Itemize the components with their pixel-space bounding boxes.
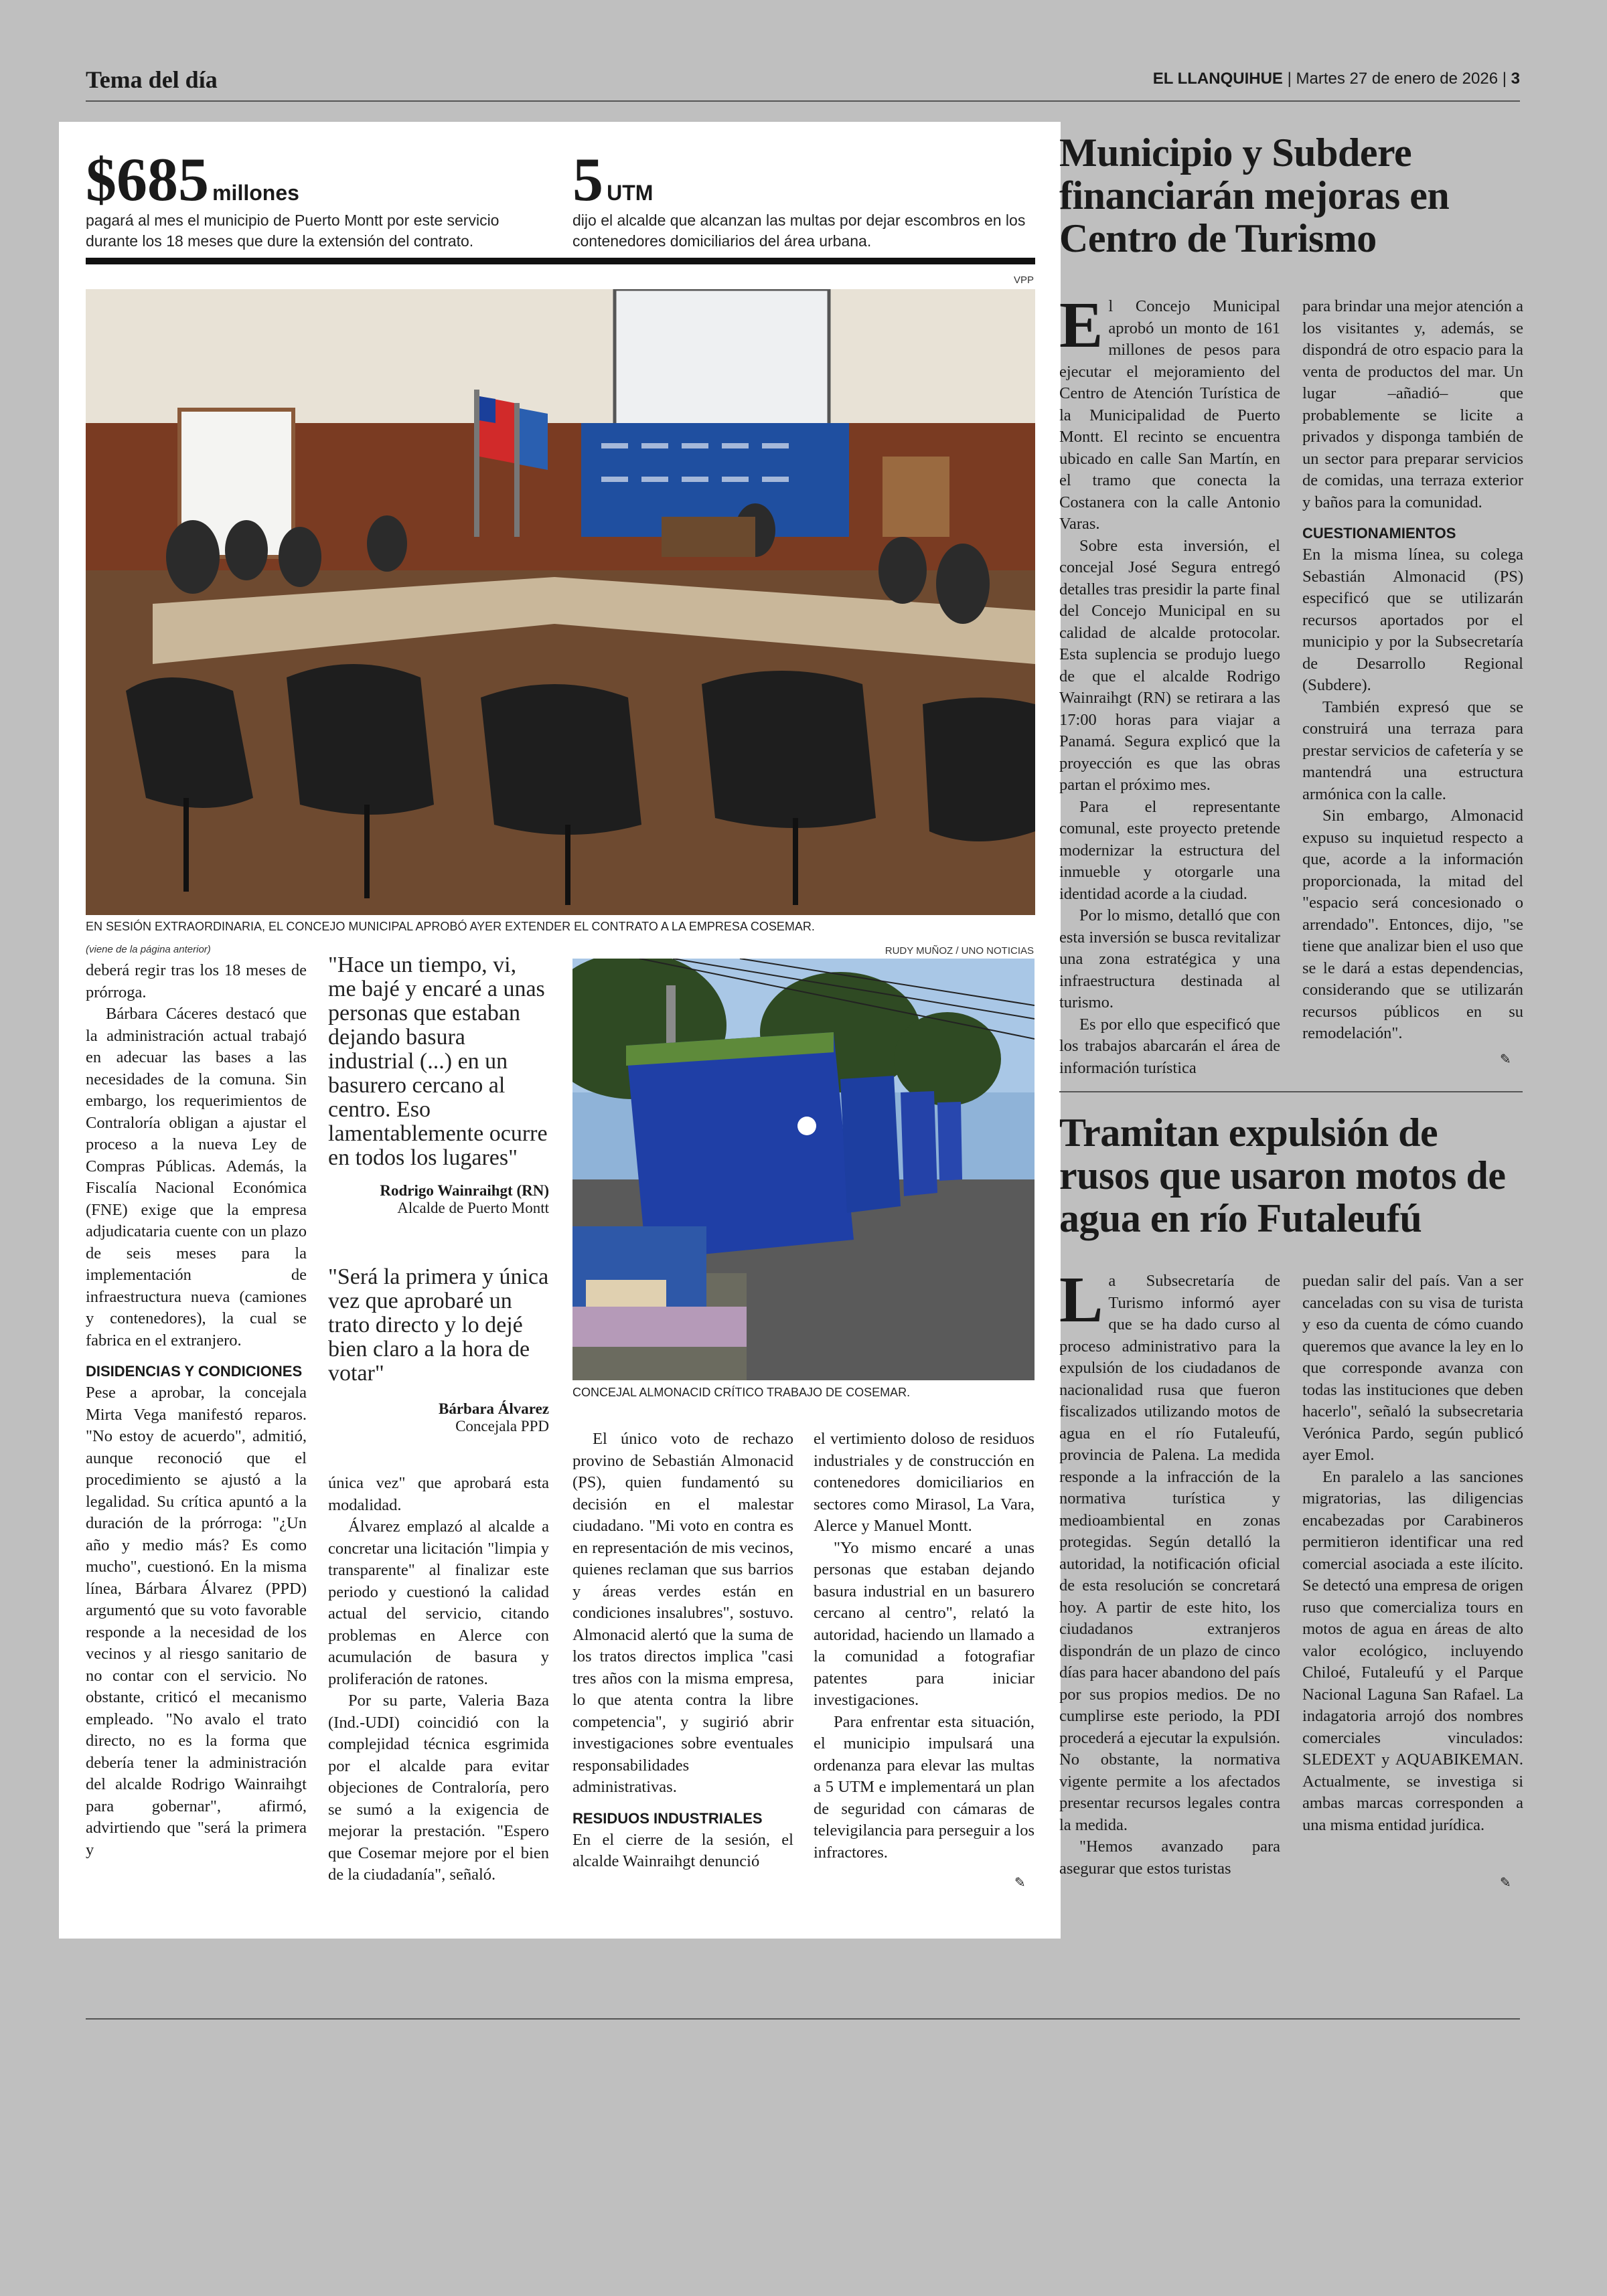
stat-block-2 bbox=[572, 145, 1035, 252]
paragraph: Para el representante comunal, este proyecto pretende modernizar la estructura del inmueble y otorgarle una identidad acorde a la ciudad. bbox=[1059, 797, 1280, 903]
paragraph: En la misma línea, su colega Sebastián Almonacid (PS) especificó que se utilizarán recursos aportados por el municipio y por la Subsecretaría de Desarrollo Regional (Subdere). bbox=[1302, 546, 1523, 694]
stat-unit: millones bbox=[212, 181, 299, 205]
stat-description: dijo el alcalde que alcanzan las multas por dejar escombros en los contenedores domiciliarios del área urbana. bbox=[572, 212, 1026, 250]
paragraph: Bárbara Cáceres destacó que la administración actual trabajó en adecuar las bases a las necesidades de la comuna. Sin embargo, los requerimientos de Contraloría obligan a ajustar el proceso a la nueva Ley de Compras Públicas. Además, la Fiscalía Nacional Económica (FNE) exige que la empresa adjudicataria cuente con un plazo de seis meses para la implementación de infraestructura nueva (camiones y contenedores), la cual se fabrica en el extranjero. bbox=[86, 1005, 307, 1349]
end-mark-icon: ✎ bbox=[1500, 1051, 1511, 1067]
containers-photo bbox=[572, 959, 1035, 1380]
paragraph: a Subsecretaría de Turismo informó ayer que se ha dado curso al proceso administrativo para la expulsión de los ciudadanos de nacionalidad rusa que fueron fiscalizados utilizando motos de agua en el río Futaleufú, provincia de Palena. La medida responde a la infracción de la normativa turística y medioambiental en zonas protegidas. Según detalló la autoridad, la notificación oficial de esta resolución se concretará hoy. A partir de este hito, los ciudadanos extranjeros dispondrán de un plazo de cinco días para hacer abandono del país por sus propios medios. De no cumplirse este periodo, la PDI procederá a ejecutar la expulsión. No obstante, la normativa vigente permite a los afectados presentar recursos legales contra la medida. bbox=[1059, 1272, 1280, 1834]
issue-date: Martes 27 de enero de 2026 bbox=[1296, 70, 1499, 88]
photo2-credit: RUDY MUÑOZ / UNO NOTICIAS bbox=[885, 945, 1034, 957]
pull-quote-1 bbox=[328, 953, 549, 1217]
article3-column-b bbox=[1302, 1270, 1523, 1836]
stat-description: pagará al mes el municipio de Puerto Montt por este servicio durante los 18 meses que dure la extensión del contrato. bbox=[86, 212, 500, 250]
subhead-cuestionamientos: CUESTIONAMIENTOS bbox=[1302, 525, 1456, 542]
article2-column-a bbox=[1059, 289, 1280, 1079]
paragraph: puedan salir del país. Van a ser canceladas con su visa de turista y eso da cuenta de cómo cuando queremos que avance la ley en lo que corresponde avanza con todas las instituciones que deben hacerlo", señaló la subsecretaria Verónica Pardo, según publicó ayer Emol. bbox=[1302, 1272, 1523, 1464]
article3-column-a bbox=[1059, 1264, 1280, 1880]
photo1-caption: EN SESIÓN EXTRAORDINARIA, EL CONCEJO MUNICIPAL APROBÓ AYER EXTENDER EL CONTRATO A LA EMPRESA COSEMAR. bbox=[86, 920, 815, 933]
page-number: 3 bbox=[1511, 70, 1520, 88]
paragraph: Álvarez emplazó al alcalde a concretar una licitación "limpia y transparente" al finalizar este periodo y cuestionó la calidad actual del servicio, citando problemas en Alerce con acumulación de basura y proliferación de ratones. bbox=[328, 1518, 549, 1688]
paragraph: l Concejo Municipal aprobó un monto de 161 millones de pesos para ejecutar el mejoramiento del Centro de Atención Turística de la Municipalidad de Puerto Montt. El recinto se encuentra ubicado en calle San Martín, en el tramo que conecta la Costanera con la calle Antonio Varas. bbox=[1059, 297, 1280, 533]
quote-role: Alcalde de Puerto Montt bbox=[397, 1200, 549, 1216]
dropcap: L bbox=[1059, 1264, 1103, 1336]
paragraph: Sobre esta inversión, el concejal José Segura entregó detalles tras presidir la parte final del Concejo Municipal en su calidad de alcalde protocolar. Esta suplencia se produjo luego de que el alcalde Rodrigo Wainraihgt (RN) se retirara a las 17:00 horas para viajar a Panamá. Segura explicó que la proyección es que las obras partan el próximo mes. bbox=[1059, 536, 1280, 794]
newspaper-name: EL LLANQUIHUE bbox=[1152, 70, 1283, 88]
newspaper-dateline: EL LLANQUIHUE | Martes 27 de enero de 2026 | 3 bbox=[1152, 70, 1520, 88]
quote-author: Rodrigo Wainraihgt (RN) bbox=[380, 1182, 549, 1199]
paragraph: En el cierre de la sesión, el alcalde Wainraihgt denunció bbox=[572, 1830, 793, 1870]
photo1-credit: VPP bbox=[1013, 274, 1034, 286]
main-column-1 bbox=[86, 960, 307, 1861]
main-column-4 bbox=[814, 1428, 1035, 1864]
council-session-photo bbox=[86, 289, 1035, 915]
paragraph: El único voto de rechazo provino de Sebastián Almonacid (PS), quien fundamentó su decisión en el malestar ciudadano. "Mi voto en contra es en representación de mis vecinos, quienes reclaman que sus barrios y áreas verdes están en condiciones insalubres", sostuvo. Almonacid alertó que la suma de los tratos directos implica "casi tres años con la misma empresa, lo que atenta contra la libre competencia", y sugirió abrir investigaciones sobre eventuales responsabilidades administrativas. bbox=[572, 1430, 793, 1796]
stat-number: 5 bbox=[572, 145, 603, 214]
paragraph: deberá regir tras los 18 meses de prórroga. bbox=[86, 961, 307, 1001]
stat-unit: UTM bbox=[607, 181, 654, 205]
stat-number: $685 bbox=[86, 145, 209, 214]
dropcap: E bbox=[1059, 289, 1103, 361]
paragraph: para brindar una mejor atención a los visitantes y, además, se dispondrá de otro espacio para la venta de productos del mar. Un lugar –añadió– que probablemente se licite a privados y disponga también de un sector para preparar servicios de comidas, una terraza exterior y baños para la comunidad. bbox=[1302, 297, 1523, 511]
stat-block-1 bbox=[86, 145, 541, 252]
paragraph: "Yo mismo encaré a unas personas que estaban dejando basura industrial en un basurero cercano al centro", relató la autoridad, haciendo un llamado a la comunidad a fotografiar patentes para iniciar investigaciones. bbox=[814, 1538, 1035, 1709]
paragraph: Para enfrentar esta situación, el municipio impulsará una ordenanza para elevar las multas a 5 UTM e implementará un plan de seguridad con cámaras de televigilancia para perseguir a los infractores. bbox=[814, 1712, 1035, 1862]
footer-rule bbox=[86, 2018, 1520, 2020]
article-separator bbox=[1059, 1091, 1523, 1092]
subhead-residuos: RESIDUOS INDUSTRIALES bbox=[572, 1809, 763, 1827]
quote-author: Bárbara Álvarez bbox=[438, 1400, 549, 1417]
end-mark-icon: ✎ bbox=[1014, 1874, 1026, 1890]
paragraph: También expresó que se construirá una terraza para prestar servicios de cafetería y se mantendrá una estructura armónica con la calle. bbox=[1302, 698, 1523, 803]
end-mark-icon: ✎ bbox=[1500, 1874, 1511, 1890]
paragraph: Es por ello que especificó que los trabajos abarcarán el área de información turística bbox=[1059, 1015, 1280, 1077]
article2-column-b bbox=[1302, 296, 1523, 1045]
paragraph: Pese a aprobar, la concejala Mirta Vega manifestó reparos. "No estoy de acuerdo", admitió, aunque reconoció que el procedimiento se ajustó a la legalidad. Su crítica apuntó a la duración de la prórroga: "¿Un año y medio más? Es como mucho", cuestionó. En la misma línea, Bárbara Álvarez (PPD) argumentó que su voto favorable responde a la necesidad de los vecinos y al riesgo sanitario de no contar con el servicio. No obstante, criticó el mecanismo empleado. "No avalo el trato directo, no es la forma que debería tener la administración del alcalde Rodrigo Wainraihgt para gobernar", afirmó, advirtiendo que "será la primera y bbox=[86, 1384, 307, 1859]
paragraph: "Hemos avanzado para asegurar que estos turistas bbox=[1059, 1837, 1280, 1878]
paragraph: el vertimiento doloso de residuos industriales y de construcción en contenedores domiciliarios en sectores como Mirasol, La Vara, Alerce y Manuel Montt. bbox=[814, 1430, 1035, 1535]
stats-rule bbox=[86, 258, 1035, 264]
main-column-3 bbox=[572, 1428, 793, 1873]
continued-note: (viene de la página anterior) bbox=[86, 944, 211, 955]
paragraph: En paralelo a las sanciones migratorias, las diligencias encabezadas por Carabineros permitieron identificar una red comercial asociada a este ilícito. Se detectó una empresa de origen ruso que comercializa tours en motos de agua en áreas de alto valor ecológico, incluyendo Chiloé, Futaleufú y el Parque Nacional Laguna San Rafael. La indagatoria arrojó dos nombres comerciales vinculados: SLEDEXT y AQUABIKEMAN. Actualmente, se investiga si ambas marcas corresponden a una misma entidad jurídica. bbox=[1302, 1467, 1523, 1834]
main-column-2 bbox=[328, 1473, 549, 1886]
header-rule bbox=[86, 100, 1520, 102]
paragraph: Por lo mismo, detalló que con esta inversión se busca revitalizar una zona estratégica y una infraestructura destinada al turismo. bbox=[1059, 906, 1280, 1011]
paragraph: Sin embargo, Almonacid expuso su inquietud respecto a que, acorde a la información proporcionada, la mitad del "espacio será concesionado o arrendado". Entonces, dijo, "se tiene que analizar bien el uso que se le dará a estas dependencias, considerando que se utilizarán recursos públicos en su remodelación". bbox=[1302, 807, 1523, 1042]
quote-role: Concejala PPD bbox=[455, 1418, 549, 1434]
paragraph: única vez" que aprobará esta modalidad. bbox=[328, 1474, 549, 1514]
section-title: Tema del día bbox=[86, 66, 218, 93]
pull-quote-2 bbox=[328, 1265, 549, 1435]
subhead-disidencias: DISIDENCIAS Y CONDICIONES bbox=[86, 1363, 303, 1380]
quote-text: "Será la primera y única vez que aprobaré un trato directo y lo dejé bien claro a la hora de votar" bbox=[328, 1264, 549, 1386]
paragraph: Por su parte, Valeria Baza (Ind.-UDI) coincidió con la complejidad técnica esgrimida por el alcalde para evitar objeciones de Contraloría, pero se sumó a la exigencia de mejorar la prestación. "Espero que Cosemar mejore por el bien de la ciudadanía", señaló. bbox=[328, 1692, 549, 1884]
photo2-caption: CONCEJAL ALMONACID CRÍTICO TRABAJO DE COSEMAR. bbox=[572, 1386, 911, 1399]
article3-headline: Tramitan expulsión de rusos que usaron motos de agua en río Futaleufú bbox=[1059, 1111, 1506, 1240]
quote-text: "Hace un tiempo, vi, me bajé y encaré a unas personas que estaban dejando basura industrial (...) en un basurero cercano al centro. Eso lamentablemente ocurre en todos los lugares" bbox=[328, 953, 548, 1170]
article2-headline: Municipio y Subdere financiarán mejoras en Centro de Turismo bbox=[1059, 131, 1450, 260]
